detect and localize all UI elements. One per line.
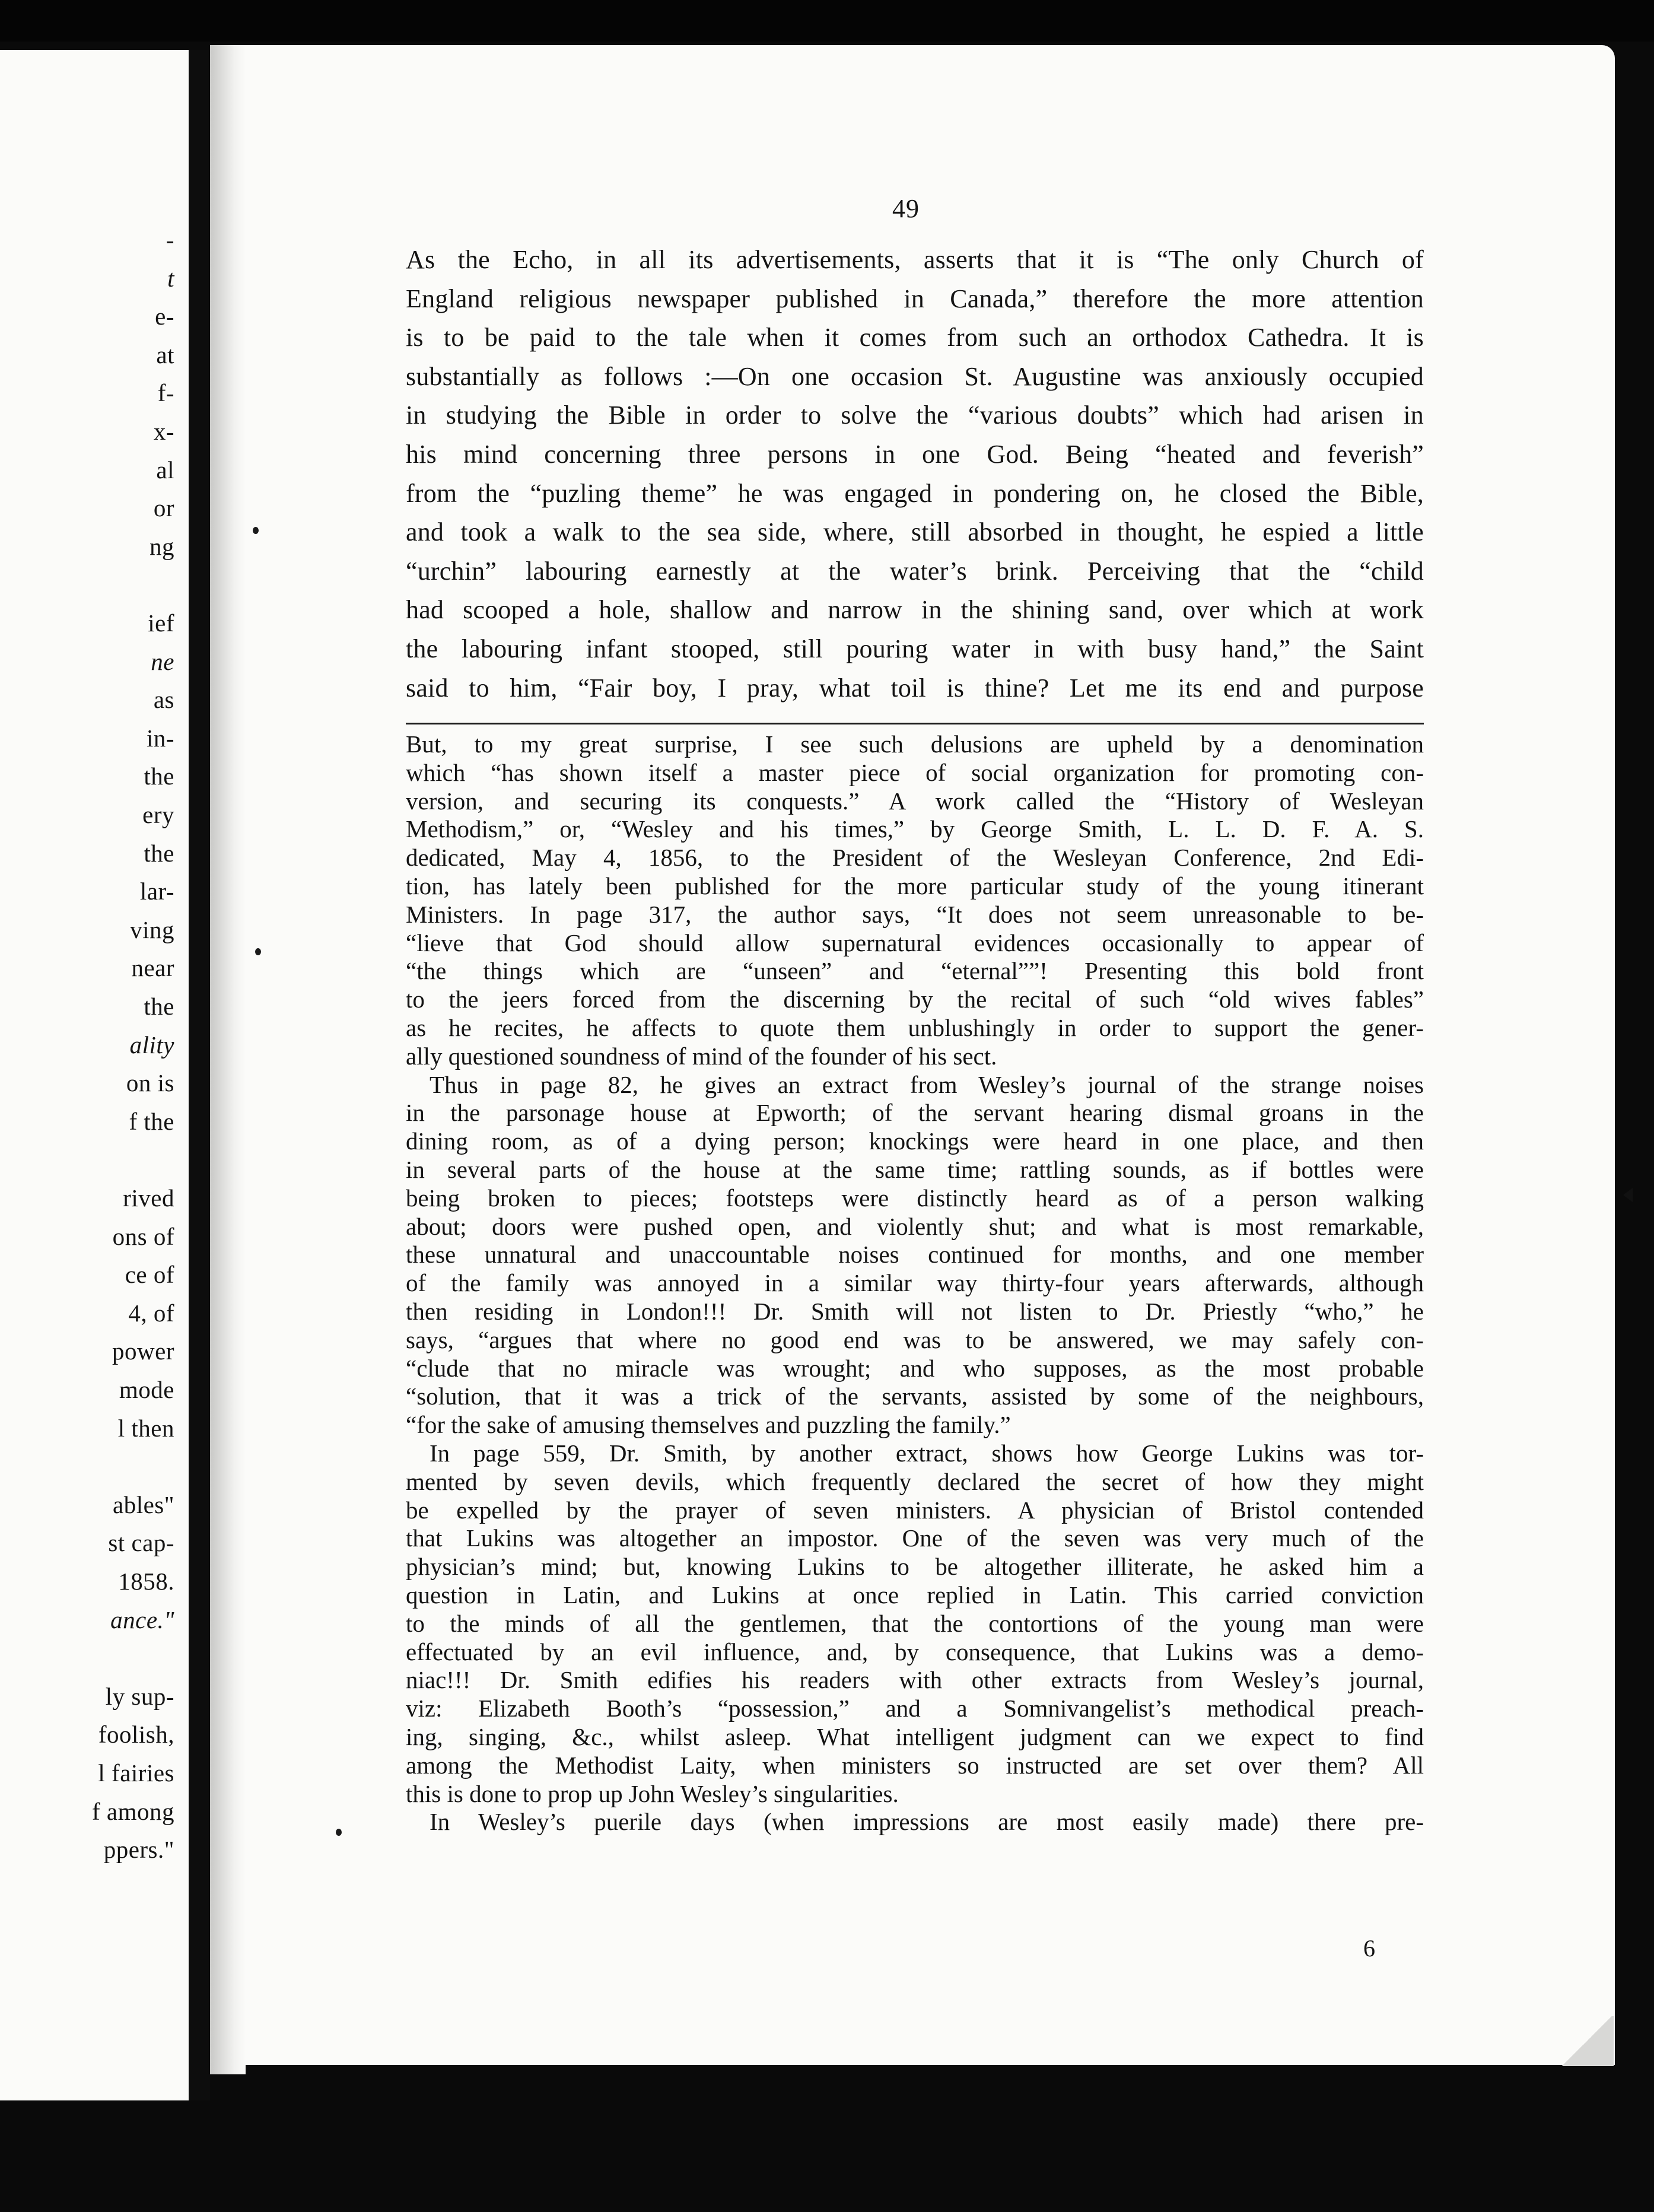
footnote-line: But, to my great surprise, I see such delusions are upheld by a denomination xyxy=(406,730,1424,758)
footnote-line: as he recites, he affects to quote them unblushingly in order to support the gener- xyxy=(406,1014,1424,1041)
footnote-line: dining room, as of a dying person; knockings were heard in one place, and then xyxy=(406,1127,1424,1155)
body-line: England religious newspaper published in Canada,” therefore the more attention xyxy=(406,284,1424,313)
footnote-line: be expelled by the prayer of seven ministers. A physician of Bristol contended xyxy=(406,1496,1424,1524)
body-line: As the Echo, in all its advertisements, asserts that it is “The only Church of xyxy=(406,245,1424,274)
body-line: from the “puzling theme” he was engaged in pondering on, he closed the Bible, xyxy=(406,478,1424,508)
footnote-line: to the minds of all the gentlemen, that the contortions of the young man were xyxy=(406,1609,1424,1637)
facing-page-line: - xyxy=(166,226,174,253)
footnote-line: Thus in page 82, he gives an extract from Wesley’s journal of the strange noises xyxy=(430,1070,1424,1098)
facing-page-line: near xyxy=(131,954,174,982)
facing-page-line: 1858. xyxy=(118,1568,174,1595)
footnote-line: version, and securing its conquests.” A work called the “History of Wesleyan xyxy=(406,787,1424,815)
facing-page-line: ne xyxy=(151,647,174,675)
body-line: the labouring infant stooped, still pouring water in with busy hand,” the Saint xyxy=(406,634,1424,663)
facing-page-line: f- xyxy=(157,379,174,407)
footnote-line: to the jeers forced from the discerning by the recital of such “old wives fables” xyxy=(406,986,1424,1013)
facing-page-line: at xyxy=(156,341,174,368)
footnote-line: of the family was annoyed in a similar way thirty-four years afterwards, although xyxy=(406,1269,1424,1297)
footnote-line: effectuated by an evil influence, and, by consequence, that Lukins was a demo- xyxy=(406,1638,1424,1666)
ink-speck xyxy=(255,948,261,955)
facing-page-line: st cap- xyxy=(108,1529,174,1557)
footnote-line: then residing in London!!! Dr. Smith will not listen to Dr. Priestly “who,” he xyxy=(406,1298,1424,1325)
footnote-line: “the things which are “unseen” and “eternal””! Presenting this bold front xyxy=(406,957,1424,985)
facing-page-line: as xyxy=(153,686,174,714)
footnote-line: “lieve that God should allow supernatural evidences occasionally to appear of xyxy=(406,929,1424,956)
footnote-rule xyxy=(406,723,1424,724)
ink-speck xyxy=(336,1829,342,1836)
facing-page-line: rived xyxy=(123,1184,174,1212)
footnote-line: in the parsonage house at Epworth; of the servant hearing dismal groans in the xyxy=(406,1099,1424,1127)
facing-page-line: ppers." xyxy=(103,1836,174,1864)
page-corner-fold xyxy=(1560,2016,1614,2066)
facing-page-line: e- xyxy=(155,303,174,330)
facing-page-line: ving xyxy=(130,916,174,943)
ink-speck xyxy=(253,527,259,534)
facing-page-line: the xyxy=(144,993,174,1020)
facing-page-line: ery xyxy=(142,801,174,828)
facing-page-left xyxy=(0,50,189,2100)
footnote-line: among the Methodist Laity, when ministers so instructed are set over them? All xyxy=(406,1751,1424,1779)
facing-page-line: x- xyxy=(153,418,174,445)
facing-page-line: ly sup- xyxy=(105,1682,174,1710)
facing-page-line: in- xyxy=(146,724,174,752)
body-line: is to be paid to the tale when it comes from such an orthodox Cathedra. It is xyxy=(406,323,1424,352)
footnote-line: says, “argues that where no good end was to be answered, we may safely con- xyxy=(406,1326,1424,1353)
facing-page-line: 4, of xyxy=(128,1299,174,1327)
footnote-line: Ministers. In page 317, the author says, “It does not seem unreasonable to be- xyxy=(406,900,1424,928)
facing-page-line: l fairies xyxy=(98,1759,174,1787)
facing-page-line: l then xyxy=(117,1414,174,1442)
body-line: “urchin” labouring earnestly at the water’s brink. Perceiving that the “child xyxy=(406,556,1424,586)
footnote-line: in several parts of the house at the same time; rattling sounds, as if bottles were xyxy=(406,1156,1424,1183)
footnote-line: being broken to pieces; footsteps were distinctly heard as of a person walking xyxy=(406,1184,1424,1212)
facing-page-line: al xyxy=(156,456,174,484)
footnote-line: dedicated, May 4, 1856, to the President of the Wesleyan Conference, 2nd Edi- xyxy=(406,844,1424,872)
gutter-shadow xyxy=(210,45,246,2074)
body-line: in studying the Bible in order to solve the “various doubts” which had arisen in xyxy=(406,401,1424,430)
footnote-line: about; doors were pushed open, and violently shut; and what is most remarkable, xyxy=(406,1212,1424,1240)
footnote-line: that Lukins was altogether an impostor. One of the seven was very much of the xyxy=(406,1524,1424,1552)
footnote-line: In page 559, Dr. Smith, by another extract, shows how George Lukins was tor- xyxy=(430,1439,1424,1467)
body-line: said to him, “Fair boy, I pray, what toil is thine? Let me its end and purpose xyxy=(406,673,1424,703)
book-gutter xyxy=(189,50,210,2100)
facing-page-line: ce of xyxy=(125,1261,174,1289)
facing-page-line: on is xyxy=(126,1069,174,1097)
footnote-line: ally questioned soundness of mind of the founder of his sect. xyxy=(406,1042,997,1070)
page-edge-mark xyxy=(1623,1188,1633,1202)
footnote-line: “clude that no miracle was wrought; and who supposes, as the most probable xyxy=(406,1354,1424,1382)
facing-page-line: ief xyxy=(148,609,174,637)
facing-page-line: or xyxy=(153,494,174,522)
footnote-line: “for the sake of amusing themselves and puzzling the family.” xyxy=(406,1411,1011,1439)
scanner-border-top xyxy=(0,0,1654,42)
facing-page-line: ance." xyxy=(110,1606,174,1633)
facing-page-line: f the xyxy=(129,1107,174,1135)
signature-mark: 6 xyxy=(1363,1935,1375,1962)
facing-page-line: mode xyxy=(119,1376,174,1403)
footnote-line: question in Latin, and Lukins at once replied in Latin. This carried conviction xyxy=(406,1581,1424,1609)
footnote-line: ing, singing, &c., whilst asleep. What intelligent judgment can we expect to find xyxy=(406,1723,1424,1750)
footnote-line: these unnatural and unaccountable noises continued for months, and one member xyxy=(406,1241,1424,1269)
footnote-line: which “has shown itself a master piece of social organization for promoting con- xyxy=(406,758,1424,786)
footnote-line: “solution, that it was a trick of the servants, assisted by some of the neighbours, xyxy=(406,1383,1424,1410)
facing-page-line: the xyxy=(144,839,174,867)
footnote-line: Methodism,” or, “Wesley and his times,” by George Smith, L. L. D. F. A. S. xyxy=(406,815,1424,843)
facing-page-line: power xyxy=(112,1337,174,1365)
footnote-line: tion, has lately been published for the more particular study of the young itinerant xyxy=(406,872,1424,900)
facing-page-line: t xyxy=(167,264,174,292)
facing-page-line: f among xyxy=(92,1797,174,1825)
body-line: his mind concerning three persons in one God. Being “heated and feverish” xyxy=(406,440,1424,469)
footnote-line: viz: Elizabeth Booth’s “possession,” and a Somnivangelist’s methodical preach- xyxy=(406,1695,1424,1722)
footnote-line: this is done to prop up John Wesley’s singularities. xyxy=(406,1779,899,1807)
footnote-line: physician’s mind; but, knowing Lukins to be altogether illiterate, he asked him a xyxy=(406,1553,1424,1581)
page-number: 49 xyxy=(892,194,920,223)
facing-page-line: the xyxy=(144,762,174,790)
facing-page-line: ality xyxy=(129,1031,174,1059)
body-line: substantially as follows :—On one occasion St. Augustine was anxiously occupied xyxy=(406,361,1424,391)
facing-page-line: lar- xyxy=(139,878,174,905)
facing-page-line: foolish, xyxy=(98,1721,174,1749)
facing-page-line: ons of xyxy=(112,1222,174,1250)
facing-page-line: ng xyxy=(150,532,174,560)
footnote-line: niac!!! Dr. Smith edifies his readers with other extracts from Wesley’s journal, xyxy=(406,1666,1424,1694)
footnote-line: In Wesley’s puerile days (when impressions are most easily made) there pre- xyxy=(430,1808,1424,1836)
footnote-line: mented by seven devils, which frequently declared the secret of how they might xyxy=(406,1467,1424,1495)
body-line: and took a walk to the sea side, where, still absorbed in thought, he espied a little xyxy=(406,517,1424,547)
body-line: had scooped a hole, shallow and narrow in the shining sand, over which at work xyxy=(406,595,1424,625)
facing-page-line: ables" xyxy=(113,1490,174,1518)
